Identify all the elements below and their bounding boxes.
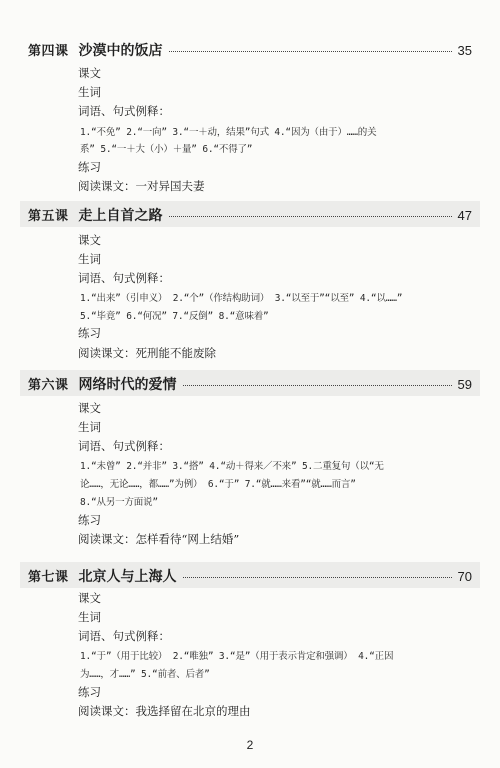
section-practice: 练习 [78,685,101,699]
section-reading: 阅读课文：一对异国夫妻 [78,179,205,193]
section-vocab: 生词 [78,610,101,624]
section-reading: 阅读课文：我选择留在北京的理由 [78,704,251,718]
example-line: 系” 5.“一＋大（小）＋量” 6.“不得了” [80,144,253,155]
lesson-number: 第七课 [28,570,69,585]
section-text: 课文 [78,233,101,247]
dot-leader [183,577,452,578]
section-text: 课文 [78,401,101,415]
dot-leader [169,216,452,217]
lesson-page-number: 70 [457,569,472,584]
page-number-footer: 2 [246,738,254,752]
section-examples-heading: 词语、句式例释： [78,271,170,285]
section-vocab: 生词 [78,420,101,434]
section-reading: 阅读课文：死刑能不能废除 [78,346,216,360]
example-line: 1.“未曾” 2.“并非” 3.“搭” 4.“动＋得来／不来” 5.二重复句（以“无 [80,461,384,472]
example-line: 论……，无论……，都……”为例） 6.“于” 7.“就……来看”“就……而言” [80,479,356,490]
section-examples-heading: 词语、句式例释： [78,104,170,118]
example-line: 1.“于”（用于比较） 2.“唯独” 3.“是”（用于表示肯定和强调） 4.“正因 [80,651,394,662]
lesson-header[interactable] [28,205,472,227]
lesson-number: 第四课 [28,44,69,59]
lesson-title: 网络时代的爱情 [78,377,177,393]
lesson-header[interactable] [28,566,472,588]
example-line: 1.“出来”（引申义） 2.“个”（作结构助词） 3.“以至于”“以至” 4.“以……” [80,293,403,304]
lesson-number: 第六课 [28,378,69,393]
lesson-page-number: 35 [457,43,472,58]
example-line: 1.“不免” 2.“一向” 3.“一＋动，结果”句式 4.“因为（由于）……的关 [80,127,377,138]
section-practice: 练习 [78,513,101,527]
example-line: 5.“毕竟” 6.“何况” 7.“反倒” 8.“意味着” [80,311,269,322]
dot-leader [183,385,452,386]
section-examples-heading: 词语、句式例释： [78,629,170,643]
lesson-title: 北京人与上海人 [78,569,177,585]
lesson-number: 第五课 [28,209,69,224]
lesson-header[interactable] [28,374,472,396]
section-practice: 练习 [78,326,101,340]
lesson-title: 走上自首之路 [78,208,163,224]
lesson-page-number: 59 [457,377,472,392]
section-examples-heading: 词语、句式例释： [78,439,170,453]
section-text: 课文 [78,591,101,605]
lesson-header[interactable] [28,40,472,62]
section-practice: 练习 [78,160,101,174]
section-vocab: 生词 [78,85,101,99]
example-line: 为……，才……” 5.“前者、后者” [80,669,210,680]
lesson-title: 沙漠中的饭店 [78,43,163,59]
section-vocab: 生词 [78,252,101,266]
section-reading: 阅读课文：怎样看待“网上结婚” [78,532,240,546]
section-text: 课文 [78,66,101,80]
lesson-page-number: 47 [457,208,472,223]
example-line: 8.“从另一方面说” [80,497,158,508]
dot-leader [169,51,452,52]
